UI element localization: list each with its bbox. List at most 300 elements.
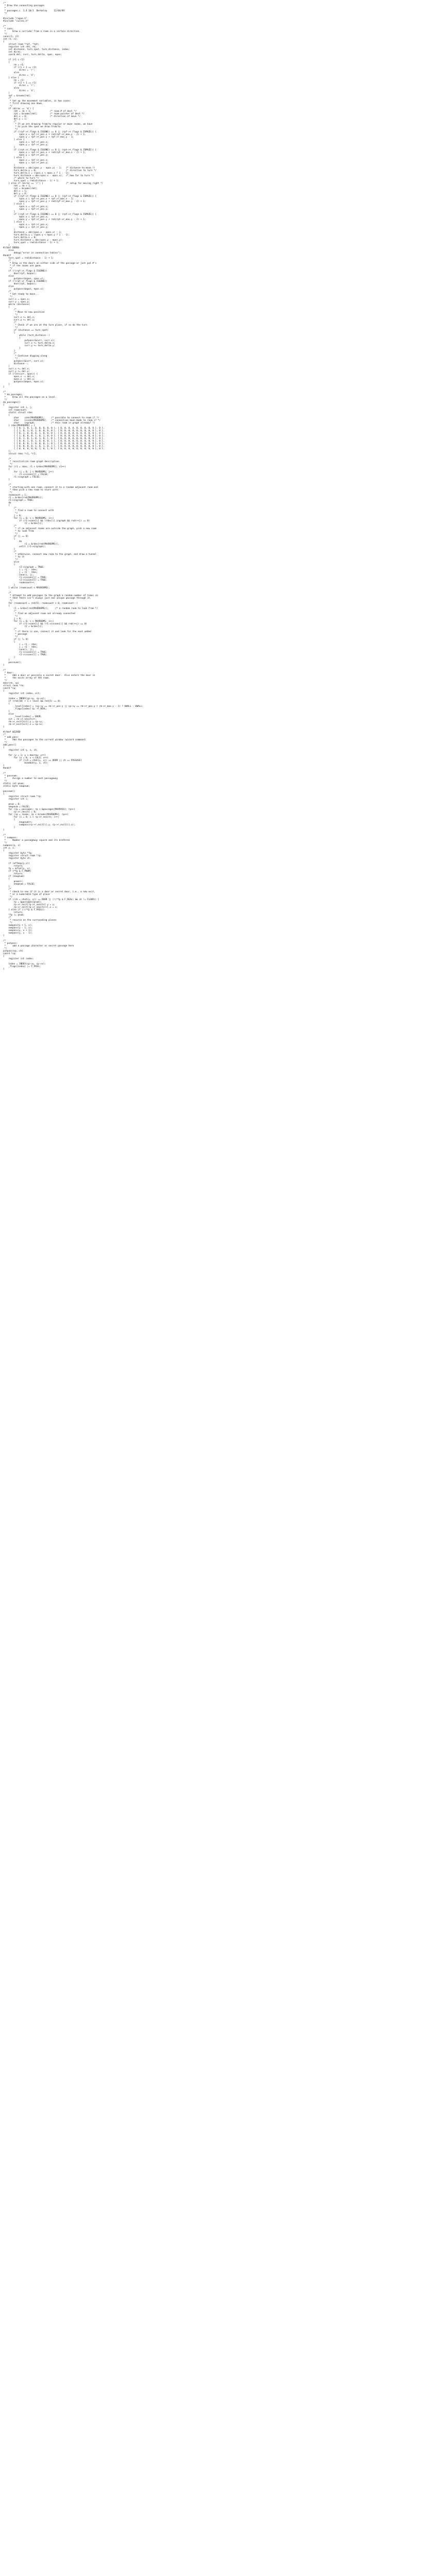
code-line: distance--; <box>3 363 29 365</box>
code-line: } <box>3 765 5 767</box>
code-line: } <box>3 548 15 551</box>
code-line: del.y = 0; <box>3 193 27 195</box>
code-line: _level[index] = DOOR; <box>3 716 42 718</box>
code-line: turn_delta.x = 0; <box>3 236 37 239</box>
code-line: * or a numerable type of place <box>3 893 50 896</box>
code-line: putpass(&spos, spos.x); <box>3 278 45 280</box>
code-line: for (roomcount = rnd(5); roomcount > 0; roomcount--) <box>3 602 78 605</box>
code-line: r1->isconn[j] = TRUE; <box>3 651 47 654</box>
source-code-view <box>3 2 426 2576</box>
code-line: #include "curses.h" <box>3 20 29 23</box>
code-line: * passnum: <box>3 775 18 777</box>
code-line: } else { <box>3 77 20 79</box>
code-line: epos.x = rpt->r_pos.x; <box>3 224 48 226</box>
code-line: } else { <box>3 203 25 206</box>
code-line: /* <box>3 291 11 293</box>
code-line: conn(i, j); <box>3 574 34 577</box>
code-line: static struct rdes <box>3 412 32 414</box>
code-line: putpass(&curr, curr.x); <box>3 340 55 342</box>
code-line: debug("error in connection tables"); <box>3 252 62 255</box>
code-line: turn_delta.y = 0; /* direction to turn */ <box>3 170 97 172</box>
code-line: else <box>3 72 20 74</box>
code-line: if ((ch = chat(y, x)) == DOOR || ch == PASSAGE) <box>3 759 82 762</box>
code-line: if (newpnum) <box>3 875 25 878</box>
code-line: * add a passage character or secret passage here <box>3 945 74 947</box>
code-line: epos.x -= del.x; <box>3 376 36 378</box>
code-line: } <box>3 710 10 713</box>
code-line: passnum() <box>3 790 15 793</box>
code-line: spos.y = rpf->r_pos.y; <box>3 144 48 146</box>
code-line: turn_spot = rnd(distance - 1) + 1; <box>3 180 59 182</box>
code-line: r1->isconn[j] = TRUE; <box>3 577 47 579</box>
code-line: roomcount = 1; <box>3 494 27 497</box>
code-line: * Move to new position <box>3 311 45 314</box>
code-line: curr.y += del.y; <box>3 370 30 373</box>
code-line: return; <box>3 911 23 914</box>
code-line: turn_spot = rnd(distance - 1) + 1; <box>3 242 59 244</box>
code-line: * door: <box>3 672 14 674</box>
code-line: * Draw in the doors on either side of the passage or just put #'s <box>3 262 97 265</box>
code-line: int r1, r2; <box>3 38 18 41</box>
code-line: #ifdef WIZARD <box>3 731 21 734</box>
code-line: */ <box>3 33 7 36</box>
code-line: /* <box>3 2 6 5</box>
code-line: curr.x += del.x; <box>3 368 30 370</box>
code-line: } rdes[MAXROOMS] = { <box>3 425 36 427</box>
code-line: * Assign a number to each passageway <box>3 777 58 780</box>
code-line: { { 0, 1, 0, 0, 0, 1, 0, 0, 0 }, { 0, 0, 0, 0, 0, 0, 0, 0, 0 }, 0 }, <box>3 432 105 435</box>
code-line: direc = 'r'; <box>3 84 36 87</box>
code-line: epos.x = rpt->r_pos.x; <box>3 216 48 218</box>
code-line: if (!ce(curr, epos)) { <box>3 373 38 376</box>
code-line: do <box>3 540 22 543</box>
code-line: } <box>3 656 15 659</box>
code-line: */ <box>3 267 13 270</box>
code-line: struct room *rpf, *rpt; <box>3 43 39 46</box>
code-line: */ <box>3 492 13 494</box>
code-line: /* <box>3 940 6 942</box>
code-line: /* <box>3 610 16 613</box>
code-line: newpnum = FALSE; <box>3 806 30 808</box>
code-line: * find an adjacent room not already connected <box>3 613 75 615</box>
code-line: direc = 'd'; <box>3 74 36 77</box>
code-line: r2->isconn[i] = TRUE; <box>3 654 47 656</box>
code-line: { <box>3 332 15 334</box>
code-line: } <box>3 146 15 149</box>
code-line: */ <box>3 680 7 682</box>
code-line: * to pick the spot we draw from/to <box>3 126 61 128</box>
code-line: while (distance) <box>3 303 30 306</box>
code-line: */ <box>3 922 13 924</box>
code-line: { { 0, 0, 0, 0, 0, 1, 0, 1, 0 }, { 0, 0, 0, 0, 0, 0, 0, 0, 0 }, 0 }, <box>3 448 105 450</box>
code-line: curr.y += del.y; <box>3 319 36 321</box>
code-line: /* <box>3 669 6 672</box>
code-line: #endif <box>3 767 11 770</box>
code-line: } <box>3 383 10 386</box>
code-line: * that there isn't always just one unique passage through it. <box>3 597 91 600</box>
code-line: * reinitialize room graph description <box>3 461 59 463</box>
code-line: /* <box>3 772 6 775</box>
code-line: /* <box>3 484 11 486</box>
code-line: */ <box>3 780 7 783</box>
code-line: conn(r1, r2) <box>3 36 20 38</box>
code-line: { <box>3 955 5 958</box>
code-line: r2 = &rdes[i]; <box>3 625 43 628</box>
code-line: turn_spot = rnd(distance - 1) + 1; <box>3 257 54 260</box>
code-line: fp = &flat(y, x); <box>3 868 31 870</box>
code-line: * if the rooms are gone. <box>3 265 42 267</box>
code-line: /* <box>3 507 16 510</box>
code-line: register struct room *rp; <box>3 795 42 798</box>
code-line: j = r2 - rdes; <box>3 646 38 649</box>
code-line: } <box>3 386 5 388</box>
code-line: if (rnd(10) + 1 < level && rnd(5) == 0) <box>3 700 61 703</box>
code-line: * add_pass: <box>3 736 20 739</box>
code-line: register struct room *rp; <box>3 855 42 857</box>
code-line: * Draw the connecting passages <box>3 5 45 7</box>
code-line: } else { <box>3 157 25 159</box>
code-line: return; <box>3 865 23 868</box>
code-line: { { 0, 1, 0, 1, 0, 1, 0, 1, 0 }, { 0, 0, 0, 0, 0, 0, 0, 0, 0 }, 0 }, <box>3 437 105 440</box>
code-line: distance = abs(spos.y - epos.y) - 1; /* distance to move */ <box>3 167 95 170</box>
code-line: rm->r_exit[xit].y = cp->y; <box>3 721 43 723</box>
code-line: if (r1 < r2) <box>3 59 25 61</box>
code-line: spos.y = rpf->r_pos.y + rnd(rpf->r_max.y - 2) + 1; <box>3 200 86 203</box>
code-line: * recurse on the surrounding places <box>3 919 57 922</box>
code-line: /* <box>3 25 6 28</box>
code-line: register int i; <box>3 798 29 801</box>
code-line: spos.y = rpf->r_pos.y + rpf->r_max.y - 1; <box>3 136 74 139</box>
code-line: del.x = 1; <box>3 190 27 193</box>
code-line: { <box>3 878 10 880</box>
code-line: } <box>3 92 10 95</box>
code-line: /* <box>3 352 16 355</box>
code-line: numpass(rp->r_exit[i].y, rp->r_exit[i].x); <box>3 824 75 826</box>
code-line: * Number a passageway square and its brethren <box>3 839 70 842</box>
code-line: */ <box>3 296 13 298</box>
code-line: /* <box>3 834 6 837</box>
code-line: { <box>3 703 10 705</box>
code-line: if (r1->conn[i] && !rdes[i].ingraph && rnd(++j) == 0) <box>3 520 90 522</box>
code-line: rmt = rm + 3; /* room # of dest */ <box>3 110 77 113</box>
code-line: putpass(&epos, epos.x); <box>3 381 45 383</box>
code-line: for (i = 0; i < MAXROOMS; i++) <box>3 620 54 623</box>
code-line: rp->r_exit[rp->r_nexits++].x = x; <box>3 906 58 909</box>
code-line: if (r1 + 1 == r2) <box>3 66 37 69</box>
code-line: * <box>3 7 6 10</box>
code-line: if (j != 0) <box>3 638 29 641</box>
code-line: while (turn_distance--) <box>3 334 50 337</box>
code-line: if (offmap(y,x)) <box>3 862 30 865</box>
code-line: index = INDEX(cp->y, cp->x); <box>3 963 46 965</box>
code-line: */ <box>3 842 7 844</box>
code-line: else <box>3 285 14 288</box>
code-line: if ((rpt->r_flags & ISGONE) == 0 || (rpt->r_flags & ISMAZE)) { <box>3 149 97 151</box>
code-line: j = 0; <box>3 515 22 517</box>
code-line: * If we are drawing from/to regular or maze rooms, we have <box>3 123 93 126</box>
code-line: /* where to turn */ <box>3 177 39 180</box>
code-line: register int rmt, rm; <box>3 46 37 48</box>
code-line: /* <box>3 592 11 595</box>
code-line: spos.x = rpf->r_pos.x; <box>3 206 48 208</box>
code-line: register int index; <box>3 958 34 960</box>
code-line: */ <box>3 463 13 466</box>
code-line: * passage <box>3 633 27 636</box>
code-line: * putpass: <box>3 942 18 945</box>
code-line: for (x = 0; x < COLS; x++) <box>3 757 48 759</box>
code-line: } else if (direc == 'r') { /* setup for moving right */ <box>3 182 104 185</box>
code-line: * starting with one room, connect it to a random adjacent room and <box>3 486 98 489</box>
code-line: * Add a door or possibly a secret door. Also enters the door in <box>3 674 95 677</box>
code-line: } <box>3 664 5 667</box>
code-line: r1->ingraph = FALSE; <box>3 476 41 479</box>
code-line: curr.y = spos.y; <box>3 301 30 303</box>
code-line: rpt = &rooms[rmt]; <box>3 188 38 190</box>
code-line: #include "rogue.h" <box>3 18 27 20</box>
code-line: epos.y = rpt->r_pos.y; <box>3 154 48 157</box>
code-line: } else if (!(*fp & F_PASS)) <box>3 909 45 911</box>
code-line: #ifdef DEBUG <box>3 247 20 249</box>
code-line: conn(i, j); <box>3 649 34 651</box>
code-line: turn_delta.y = (spos.y < epos.y ? 1 : -1); <box>3 234 70 236</box>
code-line: * the exits array of the room. <box>3 677 50 680</box>
code-line: _flags[index] |= F_PASS; <box>3 965 41 968</box>
code-line: { <box>3 61 10 64</box>
code-line: curr.x += turn_delta.x; <box>3 342 55 345</box>
code-line: */ <box>3 314 18 316</box>
code-line: }; <box>3 450 11 453</box>
code-line: r2 = &rdes[i]; <box>3 522 43 525</box>
code-line: if ((rpf->r_flags & ISGONE) == 0 || (rpf->r_flags & ISMAZE)) { <box>3 131 97 133</box>
code-line: register int index, xit; <box>3 692 41 695</box>
code-line: */ <box>3 615 18 618</box>
code-line: for (y = 1; y < maxrow; y++) <box>3 754 46 757</box>
code-line: * first drawing one down. <box>3 103 43 105</box>
code-line: /* <box>3 391 6 394</box>
code-line: { <box>3 690 5 692</box>
code-line: * passages.c 1.4 10/1 Berkeley 12/04/89 <box>3 10 64 12</box>
code-line: register byte ch; <box>3 857 31 860</box>
code-line: direc = 'd'; <box>3 90 36 92</box>
code-line: /* <box>3 309 16 311</box>
code-line: * attempt to add passages to the graph a random number of times so <box>3 595 98 597</box>
code-line: { { 0, 0, 0, 1, 0, 0, 0, 1, 0 }, { 0, 0, 0, 0, 0, 0, 0, 0, 0 }, 0 }, <box>3 443 105 445</box>
code-line: * if there is one, connect it and look for the next added <box>3 631 91 633</box>
code-line: curr.x += del.x; <box>3 316 36 319</box>
code-line: for (rp = passages; rp < &passages[MAXPASS]; rp++) <box>3 808 75 811</box>
code-line: register int y, x, ch; <box>3 749 38 752</box>
code-line: j = r2 - rdes; <box>3 571 38 574</box>
code-line: static int pnum; <box>3 783 25 785</box>
code-line: register int i, j; <box>3 406 32 409</box>
code-line: { { 0, 1, 0, 1, 0, 0, 0, 0, 0 }, { 0, 0, 0, 0, 0, 0, 0, 0, 0 }, 0 }, <box>3 427 105 430</box>
code-line: turn_distance = abs(spos.y - epos.y); <box>3 239 63 242</box>
code-line: * conn: <box>3 28 14 30</box>
code-line: else <box>3 249 14 252</box>
code-line: if (r1->conn[i] && !r1->isconn[i] && rnd(++j) == 0) <box>3 623 87 625</box>
code-line: */ <box>3 533 18 535</box>
code-line: char isconn[MAXROOMS]; /* connection been made to room i? */ <box>3 419 101 422</box>
code-line: int roomcount; <box>3 409 27 412</box>
code-line: */ <box>3 558 18 561</box>
code-line: rp->r_nexits = 0; <box>3 811 37 814</box>
code-line: int distance, turn_spot, turn_distance, index; <box>3 48 70 51</box>
code-line: { { 0, 0, 0, 0, 1, 0, 1, 0, 1 }, { 0, 0, 0, 0, 0, 0, 0, 0, 0 }, 0 }, <box>3 445 105 448</box>
code-line: * numpass: <box>3 837 18 839</box>
code-line: */ <box>3 512 18 515</box>
code-line: */ <box>3 327 18 329</box>
code-line: if (direc == 'd') { <box>3 108 34 110</box>
code-line: mvaddch(y, x, ch); <box>3 762 48 765</box>
code-line: /* <box>3 121 16 123</box>
code-line: */ <box>3 741 7 744</box>
code-line: } <box>3 886 10 888</box>
code-line: { <box>3 306 10 309</box>
code-line: } <box>3 829 5 832</box>
code-line: numpass(y, x + 1); <box>3 929 32 932</box>
code-line: int y, x; <box>3 847 15 850</box>
code-line: rm = r2; <box>3 79 25 82</box>
code-line: add_pass() <box>3 744 16 747</box>
code-line: numpass(y, x) <box>3 844 21 847</box>
code-line: { <box>3 564 15 566</box>
code-line: } <box>3 584 15 587</box>
code-line: else <box>3 561 20 564</box>
code-line: /* <box>3 260 11 262</box>
code-line: { <box>3 504 10 507</box>
code-line: * if no adjacent rooms are outside the graph, pick a new room <box>3 528 97 530</box>
code-line: { { 0, 0, 1, 0, 1, 0, 0, 0, 1 }, { 0, 0, 0, 0, 0, 0, 0, 0, 0 }, 0 }, <box>3 440 105 443</box>
code-line: numpass(y - 1, x); <box>3 927 32 929</box>
code-line: } <box>3 479 10 481</box>
code-line: */ <box>3 399 7 401</box>
code-line: */ <box>3 636 18 638</box>
code-line: numpass(y + 1, x); <box>3 924 32 927</box>
code-line: for (r1 = rdes; r1 < &rdes[MAXROOMS]; r1++) <box>3 466 66 468</box>
code-line: putpass(&epos, epos.x); <box>3 288 45 291</box>
code-line: door(rpf, &spos); <box>3 273 37 275</box>
code-line: * Set up the movement variables, in two cases: <box>3 100 71 103</box>
code-line: else <box>3 275 14 278</box>
code-line: del.x = 0; /* direction of move */ <box>3 115 81 118</box>
code-line: else <box>3 87 20 90</box>
code-line: r1 = &rdes[rnd(MAXROOMS)]; <box>3 543 59 546</box>
code-line: turn_distance = abs(spos.x - epos.x); /* how far to turn */ <box>3 175 94 177</box>
code-line: { <box>3 850 5 852</box>
code-line: /* <box>3 458 11 461</box>
code-line: turn_delta.x = (spos.x < epos.x ? 1 : -1); <box>3 172 70 175</box>
code-line: if (!(rpt->r_flags & ISGONE)) <box>3 280 47 283</box>
code-line: } <box>3 164 15 167</box>
code-line: */ <box>3 947 7 950</box>
code-line: { <box>3 41 5 43</box>
code-line: * Draw a corridor from a room in a certain direction. <box>3 30 81 33</box>
code-line: { { 1, 0, 0, 0, 1, 0, 1, 0, 0 }, { 0, 0, 0, 0, 0, 0, 0, 0, 0 }, 0 }, <box>3 435 105 437</box>
code-line: passnum(); <box>3 662 22 664</box>
code-line: struct room *rm; <box>3 685 25 687</box>
code-line: /* <box>3 97 11 100</box>
code-line: /* <box>3 917 11 919</box>
code-line: */ <box>3 128 18 131</box>
code-line: epos.x = rpt->r_pos.x; <box>3 159 48 162</box>
code-line: rpt = &rooms[rmt]; /* room pointer of dest */ <box>3 113 85 115</box>
code-line: rpf = &rooms[rm]; <box>3 95 31 97</box>
code-line: del.y = 1; <box>3 118 27 121</box>
code-line: _level[index] = (cp->y == rm->r_pos.y || cp->y == rm->r_pos.y + rm->r_max.y - 1) ? HWALL : VWALL; <box>3 705 143 708</box>
code-line: r1 = &rdes[rnd(MAXROOMS)]; /* a random room to look from */ <box>3 607 98 610</box>
code-line: rm = r1; <box>3 64 25 66</box>
code-line: rm->r_exit[xit].x = cp->x; <box>3 723 43 726</box>
code-line: coord *cp; <box>3 687 16 690</box>
code-line: do <box>3 502 11 504</box>
code-block <box>3 2 426 971</box>
code-line: spos.x = rpf->r_pos.x + rpf->r_max.x - 1; <box>3 198 74 200</box>
code-line: j = 0; <box>3 618 22 620</box>
code-line: door(rm, cp) <box>3 682 20 685</box>
code-line: */ <box>3 600 13 602</box>
code-line: pnum = 0; <box>3 803 21 806</box>
code-line: } <box>3 968 5 971</box>
code-line: * Add the passages to the current window (wizard command) <box>3 739 86 741</box>
code-line: newpnum++; <box>3 821 32 824</box>
code-line: spos.y = rpf->r_pos.y; <box>3 208 48 211</box>
code-line: struct rdes *r1, *r2; <box>3 453 37 455</box>
code-line: newpnum = FALSE; <box>3 883 36 886</box>
code-line: } <box>3 365 10 368</box>
code-line: register byte *fp; <box>3 852 32 855</box>
code-line: */ <box>3 358 18 360</box>
code-line: spos.x = rpf->r_pos.x + rnd(rpf->r_max.x - 2) + 1; <box>3 133 86 136</box>
code-line: _flags[index] &= ~F_REAL; <box>3 708 47 710</box>
code-line: /* <box>3 551 16 553</box>
code-line: * find a room to connect with <box>3 510 54 512</box>
code-line: rp->r_exit[rp->r_nexits].y = y; <box>3 904 55 906</box>
code-line: curr.x = spos.x; <box>3 298 30 301</box>
code-line: door(rpt, &epos); <box>3 283 37 285</box>
code-line: until (r1->ingraph); <box>3 546 46 548</box>
code-line: i = r1 - rdes; <box>3 569 38 571</box>
code-line: rp = &passages[pnum]; <box>3 901 42 904</box>
code-line: * Get ready to move... <box>3 293 39 296</box>
code-line: coord *cp; <box>3 953 16 955</box>
code-line: roomcount++; <box>3 582 36 584</box>
code-line: rmt = rm + 1; <box>3 185 31 188</box>
code-line: */ <box>3 896 13 899</box>
code-line: } <box>3 935 5 937</box>
code-line: */ <box>3 12 7 15</box>
code-line: } <box>3 229 15 231</box>
code-line: /* <box>3 888 11 891</box>
code-line: spos.x = rpf->r_pos.x; <box>3 141 48 144</box>
code-line: return; <box>3 873 23 875</box>
code-line: * otherwise, connect new room to the graph, and draw a tunnel <box>3 553 97 556</box>
code-line: } <box>3 350 15 352</box>
code-line: char conn[MAXROOMS]; /* possible to connect to room i? */ <box>3 417 100 419</box>
code-line: if ((ch = chat(y, x)) == DOOR || (!(*fp & F_REAL) && ch != FLOOR)) { <box>3 899 100 901</box>
code-line: /* <box>3 525 16 528</box>
code-line: numpass(y, x - 1); <box>3 932 32 935</box>
code-line: char ingraph; /* this room in graph already? */ <box>3 422 95 425</box>
code-line: } else { <box>3 139 25 141</box>
code-line: r1 = &rdes[rnd(MAXROOMS)]; <box>3 497 43 499</box>
code-line: distance = abs(spos.x - epos.x) - 1; <box>3 231 62 234</box>
code-line: * do_passages: <box>3 394 23 396</box>
code-line: * Draw all the passages on a level. <box>3 396 57 399</box>
code-line: r1->ingraph = TRUE; <box>3 499 34 502</box>
code-line: index = INDEX(cp->y, cp->x); <box>3 698 46 700</box>
code-line: r2->isconn[i] = TRUE; <box>3 579 47 582</box>
code-line: } <box>3 347 21 350</box>
